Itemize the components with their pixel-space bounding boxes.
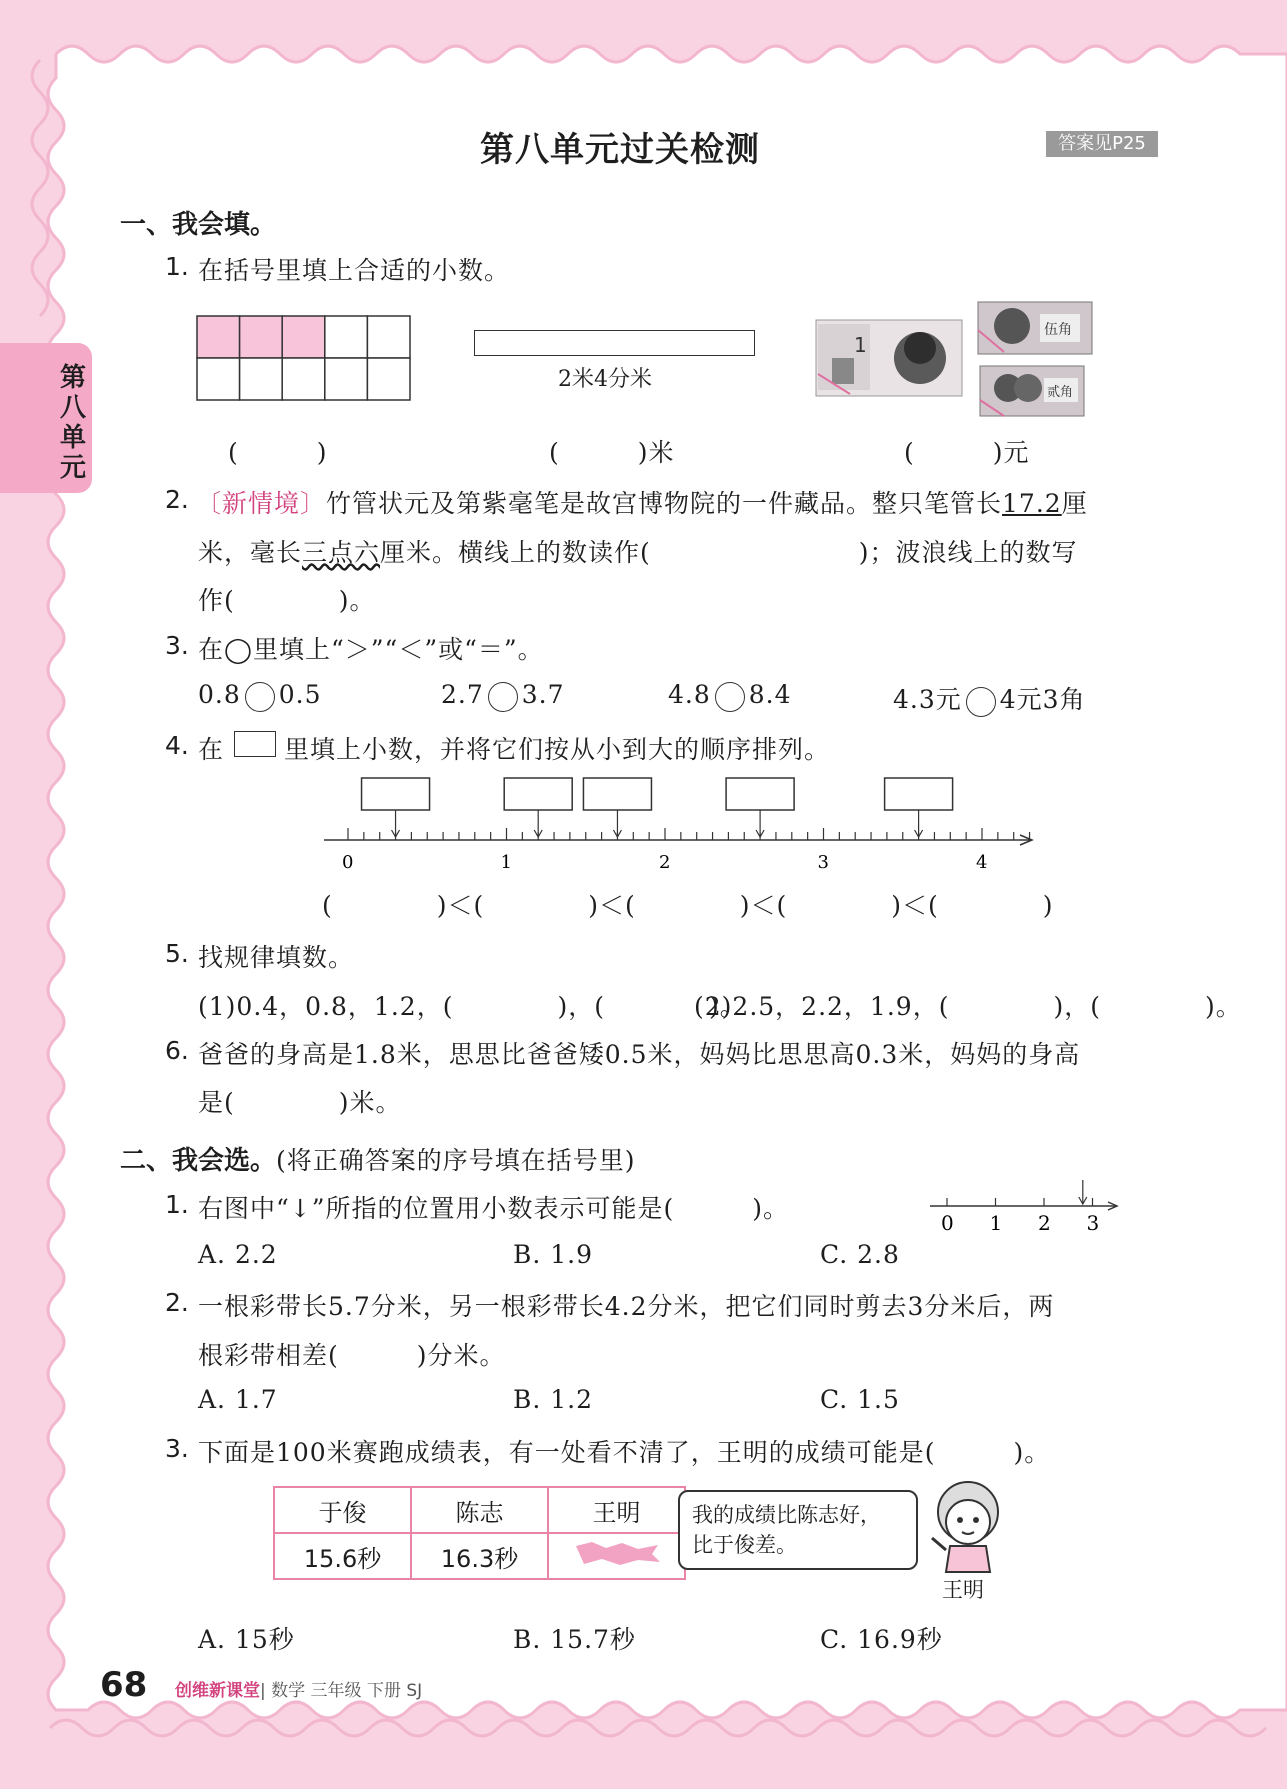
s1-q1-number: 1.	[165, 252, 189, 281]
grid-cell	[240, 358, 283, 400]
comparison-left: 4.3元	[893, 685, 962, 714]
number-line-q4	[320, 774, 1040, 874]
answer-box[interactable]	[726, 778, 794, 810]
table-cell: 15.6秒	[274, 1533, 411, 1579]
s2-q3-number: 3.	[165, 1434, 189, 1463]
grid-cell	[325, 316, 368, 358]
q4-order-row[interactable]: ( )＜( )＜( )＜( )＜( )	[322, 891, 1054, 920]
s1-q2-line1: 竹管状元及第紫毫笔是故宫博物院的一件藏品。整只笔管长	[326, 489, 1003, 518]
s1-q2-unit: 厘	[1061, 489, 1088, 518]
footer-brand: 创维新课堂	[175, 1681, 260, 1701]
main-note-value: 1	[854, 333, 867, 357]
number-line-small	[926, 1178, 1122, 1232]
s1-q4-text-a: 在	[198, 735, 225, 764]
unit-side-tab-label: 第八单元	[59, 363, 86, 483]
s2-q1-text[interactable]: 右图中“↓”所指的位置用小数表示可能是( )。	[198, 1194, 790, 1223]
speech-line-1: 我的成绩比陈志好，	[692, 1503, 881, 1527]
new-context-tag: 〔新情境〕	[196, 489, 327, 518]
s1-q2-line2a: 米，毫长	[198, 538, 303, 567]
answer-box[interactable]	[504, 778, 572, 810]
character-name-label: 王明	[942, 1578, 984, 1602]
number-line-tick-label: 3	[817, 852, 829, 873]
grid-cell	[197, 316, 240, 358]
q5-pattern-1[interactable]: (1)0.4，0.8，1.2，( )，( )。	[198, 992, 746, 1021]
grid-cell	[282, 358, 325, 400]
ruler-label: 2米4分米	[558, 367, 652, 392]
page-number: 68	[100, 1665, 148, 1705]
compare-circle-blank[interactable]	[966, 687, 996, 717]
answer-box[interactable]	[362, 778, 430, 810]
compare-circle-blank[interactable]	[245, 682, 275, 712]
section2-heading-note: (将正确答案的序号填在括号里)	[276, 1146, 636, 1175]
table-header-cell: 王明	[548, 1487, 685, 1533]
number-line-tick-label: 0	[342, 852, 354, 873]
s1-q1-text: 在括号里填上合适的小数。	[198, 256, 511, 285]
grid-cell	[367, 316, 410, 358]
q4-sample-box	[234, 731, 276, 757]
compare-circle-blank[interactable]	[488, 682, 518, 712]
s2-q2-number: 2.	[165, 1288, 189, 1317]
s1-q2-number: 2.	[165, 485, 189, 514]
number-line-tick-label: 2	[1038, 1211, 1051, 1232]
wavy-underlined-value: 三点六	[302, 538, 381, 567]
number-line-tick-label: 0	[941, 1211, 954, 1232]
s2-q2-line2[interactable]: 根彩带相差( )分米。	[198, 1341, 506, 1370]
s1-q2-line2b: 厘米。横线上的数读作( )；波浪线上的数写	[380, 538, 1078, 567]
table-header-cell: 于俊	[274, 1487, 411, 1533]
q1-answer-blank-yuan[interactable]: ( )元	[904, 438, 1030, 467]
obscured-cell	[548, 1533, 685, 1579]
character-wangming-illustration	[924, 1478, 1012, 1574]
answer-box[interactable]	[583, 778, 651, 810]
s2-q2-option-b[interactable]: B. 1.2	[513, 1385, 594, 1414]
s2-q3-option-c[interactable]: C. 16.9秒	[820, 1625, 943, 1654]
grid-cell	[282, 316, 325, 358]
answer-box[interactable]	[885, 778, 953, 810]
s1-q2-line3: 作( )。	[198, 586, 376, 615]
s2-q1-number: 1.	[165, 1190, 189, 1219]
note-a-value: 伍角	[1044, 322, 1072, 338]
s1-q3-text: 在◯里填上“＞”“＜”或“＝”。	[198, 635, 544, 664]
s2-q3-option-b[interactable]: B. 15.7秒	[513, 1625, 636, 1654]
section1-heading: 一、我会填。	[120, 210, 277, 240]
comparison-right: 3.7	[521, 680, 565, 709]
grid-cell	[367, 358, 410, 400]
s1-q4-number: 4.	[165, 731, 189, 760]
comparison-left: 0.8	[198, 680, 241, 709]
grid-cell	[197, 358, 240, 400]
smudge-mark	[572, 1540, 662, 1566]
comparison-right: 4元3角	[999, 685, 1086, 714]
speech-bubble-text	[692, 1500, 881, 1560]
s2-q1-option-c[interactable]: C. 2.8	[820, 1240, 900, 1269]
s2-q1-option-a[interactable]: A. 2.2	[198, 1240, 278, 1269]
note-b-value: 贰角	[1047, 385, 1074, 400]
fraction-grid	[196, 315, 414, 403]
banknotes-image	[814, 300, 1100, 418]
q1-answer-blank-meters[interactable]: ( )米	[549, 438, 675, 467]
compare-circle-blank[interactable]	[715, 682, 745, 712]
s1-q6-line2[interactable]: 是( )米。	[198, 1088, 402, 1117]
s1-q5-text: 找规律填数。	[198, 943, 355, 972]
table-cell: 16.3秒	[411, 1533, 548, 1579]
table-row	[274, 1533, 685, 1579]
underlined-value: 17.2	[1002, 489, 1062, 518]
page-title: 第八单元过关检测	[480, 130, 760, 170]
ruler-bar	[474, 330, 755, 356]
s1-q4-text-b: 里填上小数，并将它们按从小到大的顺序排列。	[284, 735, 831, 764]
comparison-left: 2.7	[441, 680, 484, 709]
s2-q1-option-b[interactable]: B. 1.9	[513, 1240, 594, 1269]
s2-q2-option-a[interactable]: A. 1.7	[198, 1385, 278, 1414]
grid-cell	[325, 358, 368, 400]
comparison-left: 4.8	[668, 680, 711, 709]
grid-cell	[240, 316, 283, 358]
number-line-tick-label: 1	[500, 852, 512, 873]
table-header-row	[274, 1487, 685, 1533]
s1-q6-number: 6.	[165, 1036, 189, 1065]
s2-q3-option-a[interactable]: A. 15秒	[198, 1625, 295, 1654]
comparison-right: 8.4	[748, 680, 792, 709]
q5-pattern-2[interactable]: (2)2.5，2.2，1.9，( )，( )。	[694, 992, 1242, 1021]
comparison-item	[441, 680, 565, 712]
q1-answer-blank-grid[interactable]: ( )	[228, 438, 328, 467]
comparison-item	[893, 680, 1086, 717]
table-header-cell: 陈志	[411, 1487, 548, 1533]
number-line-tick-label: 3	[1086, 1211, 1100, 1232]
comparison-right: 0.5	[278, 680, 322, 709]
s2-q2-line1: 一根彩带长5.7分米，另一根彩带长4.2分米，把它们同时剪去3分米后，两	[198, 1292, 1055, 1321]
section2-heading: 二、我会选。	[120, 1146, 277, 1176]
race-results-table	[273, 1486, 686, 1580]
footer-info: | 数学 三年级 下册 SJ	[260, 1681, 423, 1701]
comparison-item	[668, 680, 792, 712]
number-line-tick-label: 4	[976, 852, 988, 873]
s1-q3-number: 3.	[165, 631, 189, 660]
s1-q5-number: 5.	[165, 939, 189, 968]
number-line-tick-label: 1	[989, 1211, 1003, 1232]
number-line-tick-label: 2	[659, 852, 671, 873]
answer-reference-badge: 答案见P25	[1046, 131, 1158, 157]
speech-line-2: 比于俊差。	[692, 1533, 797, 1557]
s2-q2-option-c[interactable]: C. 1.5	[820, 1385, 900, 1414]
s1-q6-line1: 爸爸的身高是1.8米，思思比爸爸矮0.5米，妈妈比思思高0.3米，妈妈的身高	[198, 1040, 1081, 1069]
comparison-item	[198, 680, 322, 712]
s2-q3-text[interactable]: 下面是100米赛跑成绩表，有一处看不清了，王明的成绩可能是( )。	[198, 1438, 1051, 1467]
